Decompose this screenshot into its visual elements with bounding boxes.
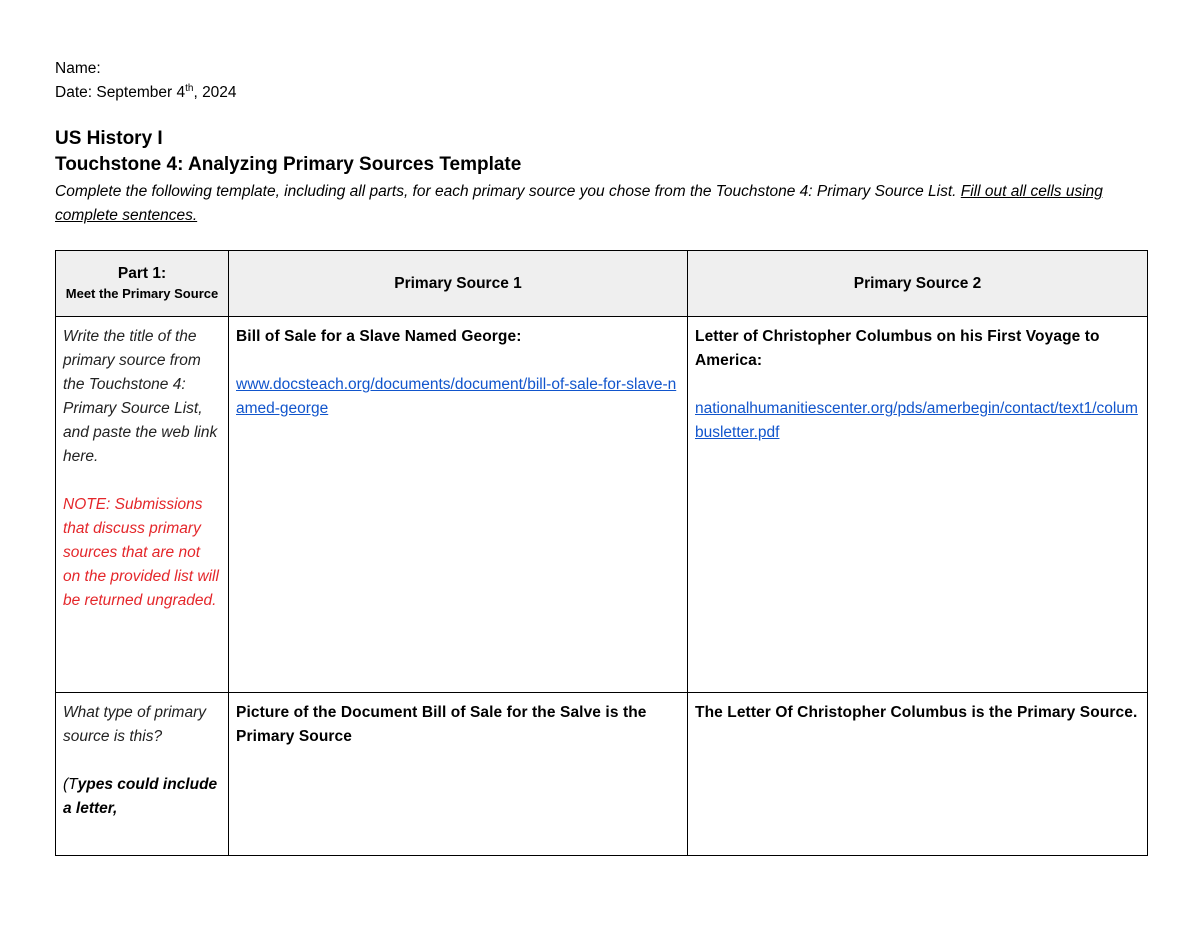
student-info — [55, 57, 237, 105]
source1-cell[interactable] — [229, 693, 688, 856]
date-line — [55, 81, 237, 105]
prompt-cell — [56, 317, 229, 693]
instructions-text: Complete the following template, including all parts, for each primary source you chose from the Touchstone 4: Primary Source List. — [55, 183, 957, 200]
type-prompt: What type of primary source is this? — [63, 704, 206, 745]
primary-source-table — [55, 250, 1148, 856]
types-hint — [63, 773, 221, 821]
instructions — [55, 180, 1150, 228]
types-text: ypes could include a letter, — [63, 776, 218, 817]
date-label: Date: September 4 — [55, 84, 186, 101]
source1-header: Primary Source 1 — [394, 274, 522, 292]
name-label: Name: — [55, 60, 101, 77]
date-year: , 2024 — [193, 84, 237, 101]
source2-type-answer: The Letter Of Christopher Columbus is the Primary Source. — [695, 704, 1138, 721]
source1-header-cell — [229, 251, 688, 317]
submission-note: NOTE: Submissions that discuss primary sources that are not on the provided list will be returned ungraded. — [63, 496, 219, 609]
part-header-cell — [56, 251, 229, 317]
part-label: Part 1: — [117, 265, 167, 282]
source1-title: Bill of Sale for a Slave Named George: — [236, 328, 522, 345]
source2-header: Primary Source 2 — [853, 274, 982, 292]
table-header-row — [56, 251, 1148, 317]
course-title: US History I — [55, 128, 163, 149]
course-heading — [55, 126, 521, 178]
prompt-cell — [56, 693, 229, 856]
source2-link[interactable]: nationalhumanitiescenter.org/pds/amerbegin/contact/text1/columbusletter.pdf — [695, 400, 1138, 441]
source1-cell[interactable] — [229, 317, 688, 693]
types-prefix: (T — [63, 776, 78, 793]
date-suffix: th — [185, 83, 194, 94]
part-sub-label: Meet the Primary Source — [65, 286, 219, 301]
title-prompt: Write the title of the primary source from the Touchstone 4: Primary Source List, and paste the web link here. — [63, 328, 218, 465]
table-row — [56, 317, 1148, 693]
source2-cell[interactable] — [688, 317, 1148, 693]
source1-type-answer: Picture of the Document Bill of Sale for the Salve is the Primary Source — [236, 704, 647, 745]
source1-link[interactable]: www.docsteach.org/documents/document/bill-of-sale-for-slave-named-george — [236, 376, 677, 417]
source2-title: Letter of Christopher Columbus on his First Voyage to America: — [695, 328, 1100, 369]
instructions-emphasis: Fill out all cells using complete sentences. — [55, 183, 1103, 224]
template-title: Touchstone 4: Analyzing Primary Sources Template — [55, 154, 522, 175]
source2-cell[interactable] — [688, 693, 1148, 856]
table-row — [56, 693, 1148, 856]
source2-header-cell — [688, 251, 1148, 317]
